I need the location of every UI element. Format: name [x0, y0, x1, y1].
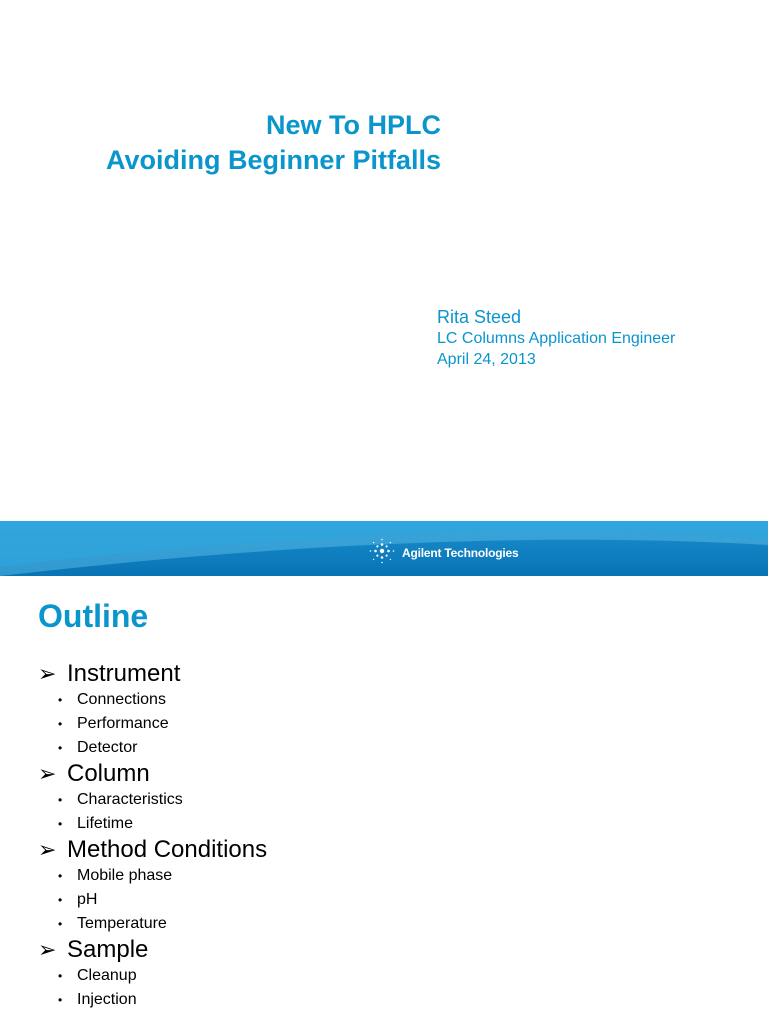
dot-bullet-icon: •: [58, 741, 63, 755]
section-instrument: [38, 660, 267, 760]
dot-bullet-icon: •: [58, 717, 63, 731]
list-item: [38, 888, 267, 912]
list-item: [38, 864, 267, 888]
list-item: [38, 736, 267, 760]
section-label: Column: [67, 760, 150, 787]
dot-bullet-icon: •: [58, 993, 63, 1007]
list-item: [38, 912, 267, 936]
list-item-label: pH: [77, 891, 98, 908]
list-item: [38, 712, 267, 736]
presenter-name: Rita Steed: [437, 307, 522, 327]
section-column: [38, 760, 267, 836]
presenter-role: LC Columns Application Engineer: [437, 330, 676, 347]
list-item-label: Injection: [77, 991, 137, 1008]
dot-bullet-icon: •: [58, 817, 63, 831]
list-item: [38, 964, 267, 988]
list-item-label: Connections: [77, 691, 166, 708]
section-label: Sample: [67, 936, 149, 963]
sub-list: [38, 688, 267, 760]
section-label: Instrument: [67, 660, 181, 687]
dot-bullet-icon: •: [58, 869, 63, 883]
dot-bullet-icon: •: [58, 893, 63, 907]
list-item: [38, 688, 267, 712]
dot-bullet-icon: •: [58, 693, 63, 707]
list-item: [38, 788, 267, 812]
list-item-label: Lifetime: [77, 815, 134, 832]
list-item-label: Detector: [77, 739, 138, 756]
title-line-1: New To HPLC: [266, 110, 441, 140]
spark-icon: [368, 537, 396, 570]
agilent-logo: [368, 539, 518, 567]
title-line-2: Avoiding Beginner Pitfalls: [105, 145, 441, 175]
dot-bullet-icon: •: [58, 969, 63, 983]
presenter-block: [437, 306, 675, 370]
outline-title: Outline: [38, 598, 149, 634]
outline-slide: [0, 576, 768, 1024]
arrow-bullet-icon: ➢: [38, 837, 57, 862]
outline-list: [38, 660, 267, 1012]
sub-list: [38, 788, 267, 836]
title-block: [0, 108, 441, 178]
section-label: Method Conditions: [67, 836, 268, 863]
sub-list: [38, 964, 267, 1012]
logo-text: Agilent Technologies: [402, 546, 519, 560]
arrow-bullet-icon: ➢: [38, 661, 57, 686]
presenter-date: April 24, 2013: [437, 351, 536, 368]
list-item-label: Mobile phase: [77, 867, 173, 884]
list-item: [38, 988, 267, 1012]
section-method-conditions: [38, 836, 267, 936]
list-item: [38, 812, 267, 836]
arrow-bullet-icon: ➢: [38, 761, 57, 786]
list-item-label: Characteristics: [77, 791, 183, 808]
arrow-bullet-icon: ➢: [38, 937, 57, 962]
section-sample: [38, 936, 267, 1012]
sub-list: [38, 864, 267, 936]
list-item-label: Cleanup: [77, 967, 137, 984]
dot-bullet-icon: •: [58, 917, 63, 931]
list-item-label: Temperature: [77, 915, 167, 932]
dot-bullet-icon: •: [58, 793, 63, 807]
list-item-label: Performance: [77, 715, 169, 732]
